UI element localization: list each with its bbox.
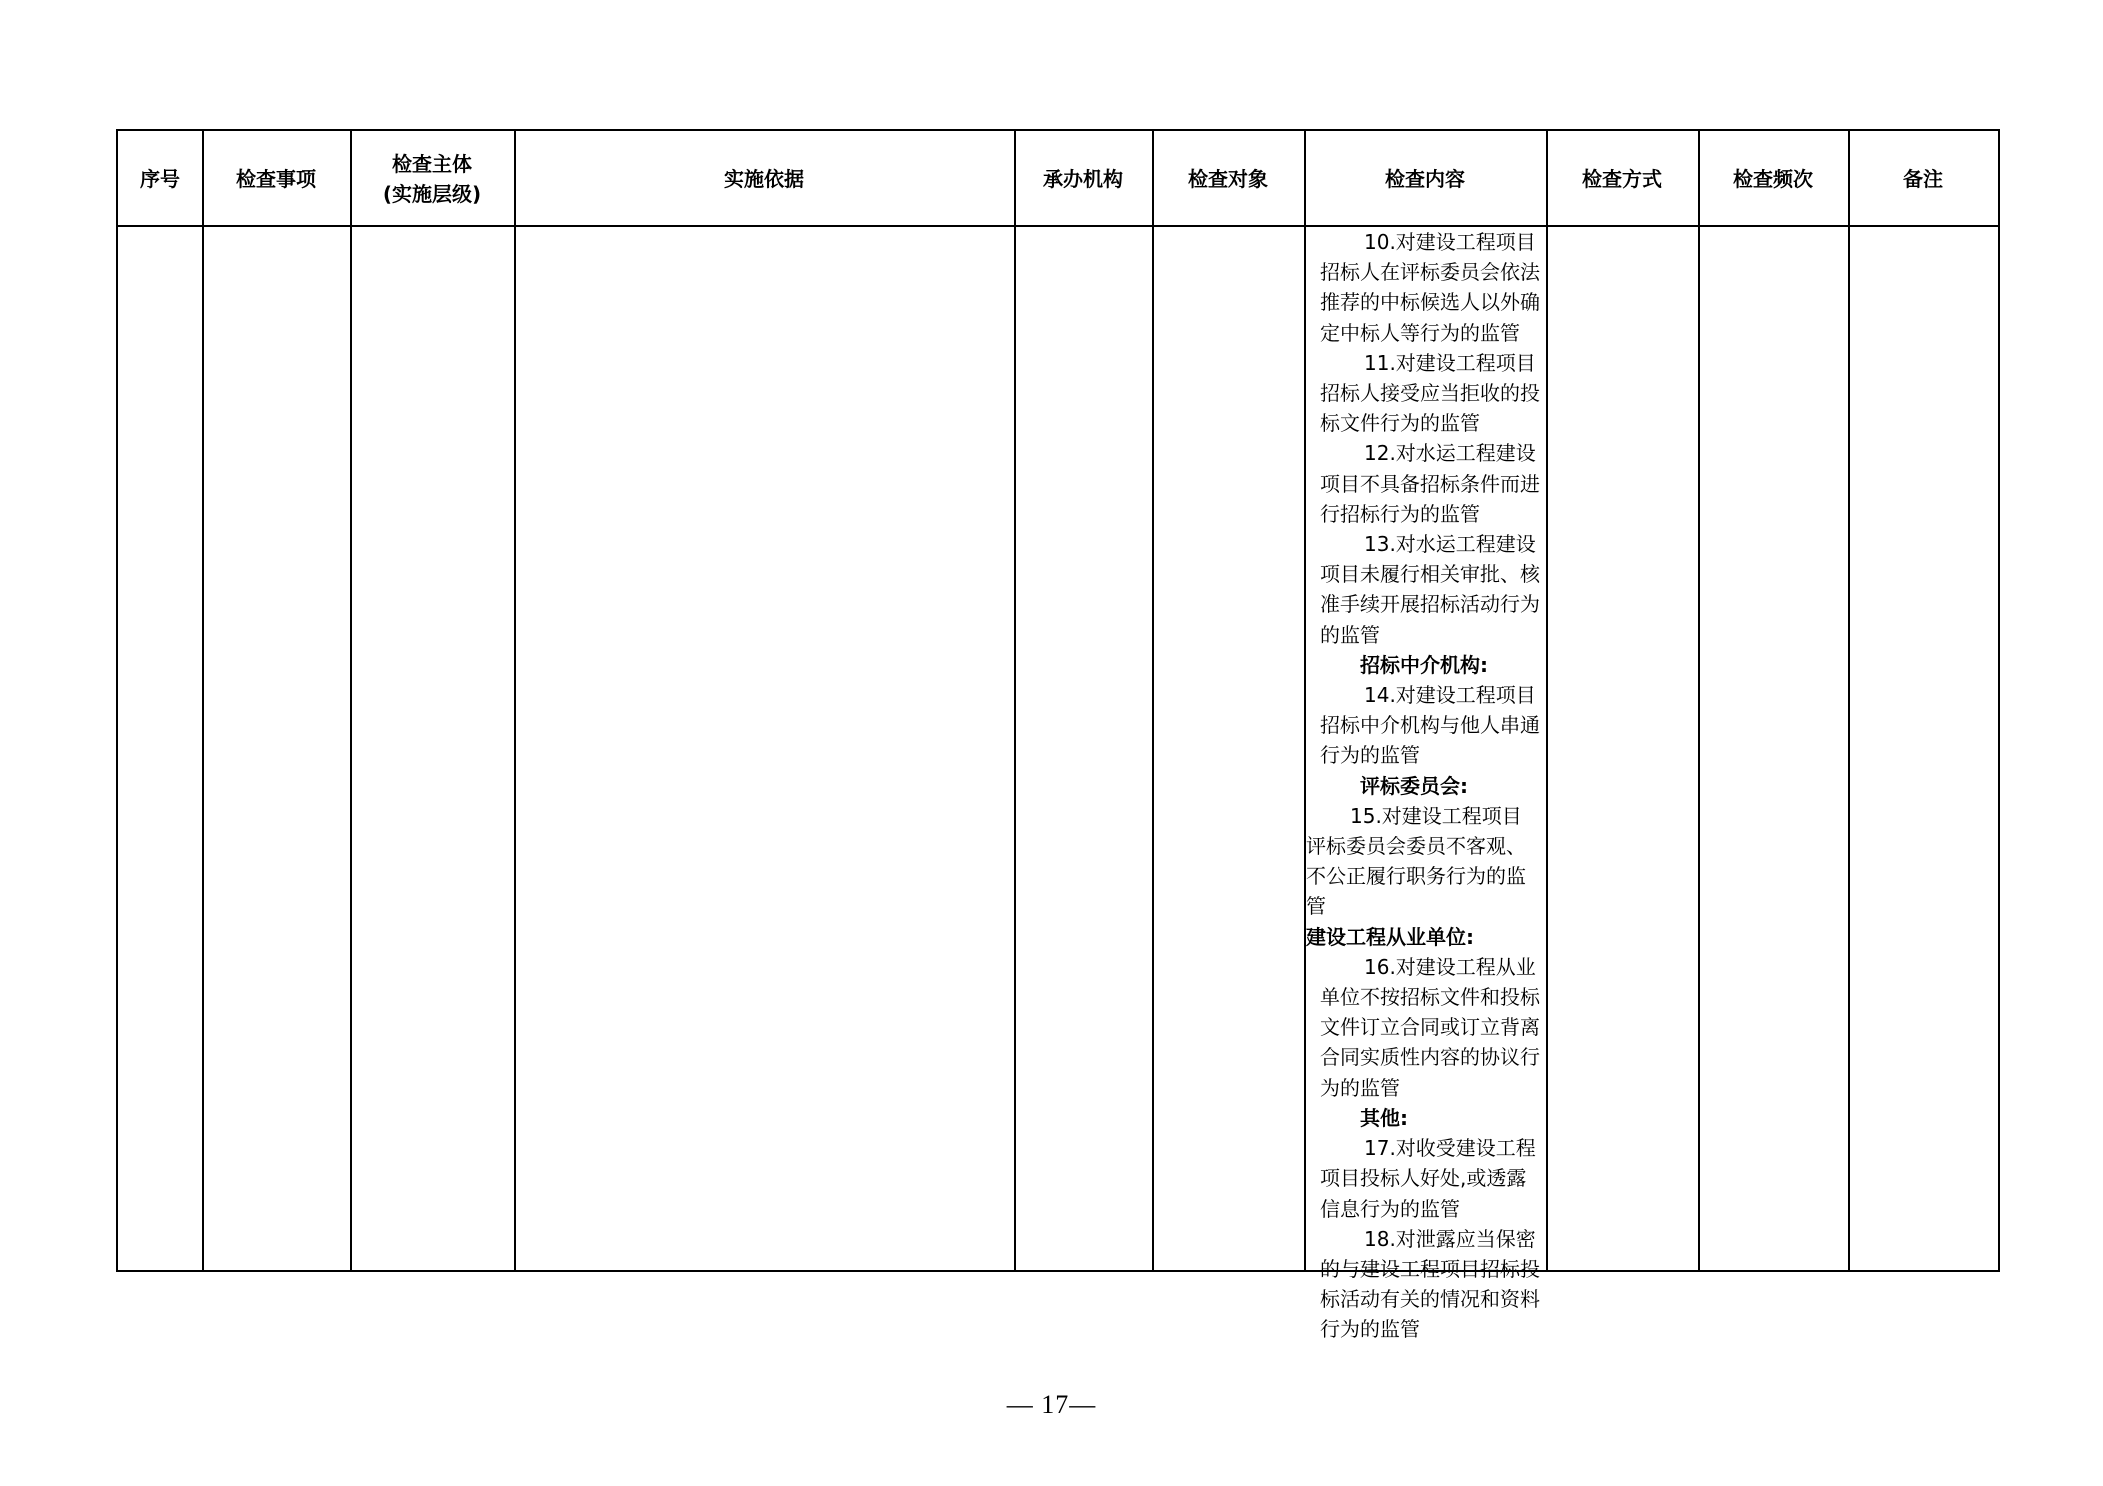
page-number: — 17—	[1006, 1390, 1097, 1419]
column-divider	[1304, 131, 1306, 1270]
content-category-heading: 招标中介机构:	[1360, 652, 1488, 677]
content-item: 16.对建设工程从业单位不按招标文件和投标文件订立合同或订立背离合同实质性内容的协议行为的监管	[1320, 954, 1540, 1100]
header-subject	[350, 131, 514, 227]
content-item: 13.对水运工程建设项目未履行相关审批、核准手续开展招标活动行为的监管	[1320, 532, 1540, 647]
shifted-block	[1306, 801, 1546, 952]
column-divider	[514, 131, 516, 1270]
content-item: 11.对建设工程项目招标人接受应当拒收的投标文件行为的监管	[1320, 350, 1540, 436]
table-header-row	[118, 131, 1998, 227]
header-item: 检查事项	[236, 167, 316, 191]
header-frequency: 检查频次	[1733, 167, 1813, 191]
header-agency: 承办机构	[1043, 167, 1123, 191]
content-item: 18.对泄露应当保密的与建设工程项目招标投标活动有关的情况和资料行为的监管	[1320, 1226, 1540, 1342]
content-item: 15.对建设工程项目评标委员会委员不客观、不公正履行职务行为的监管	[1306, 803, 1526, 919]
content-item: 10.对建设工程项目招标人在评标委员会依法推荐的中标候选人以外确定中标人等行为的监管	[1320, 230, 1540, 345]
content-category-heading: 评标委员会:	[1360, 773, 1468, 798]
header-method: 检查方式	[1582, 167, 1662, 191]
content-item: 17.对收受建设工程项目投标人好处,或透露信息行为的监管	[1320, 1136, 1536, 1221]
column-divider	[350, 131, 352, 1270]
column-divider	[1014, 131, 1016, 1270]
column-divider	[1698, 131, 1700, 1270]
header-content: 检查内容	[1385, 167, 1465, 191]
content-category-heading: 其他:	[1360, 1105, 1408, 1130]
inspection-content-cell	[1306, 227, 1556, 1342]
inspection-table	[116, 129, 2000, 1342]
header-seq: 序号	[140, 167, 180, 191]
header-basis: 实施依据	[724, 167, 804, 191]
content-item: 12.对水运工程建设项目不具备招标条件而进行招标行为的监管	[1320, 441, 1540, 526]
content-category-heading: 建设工程从业单位:	[1306, 924, 1474, 949]
column-divider	[1152, 131, 1154, 1270]
header-subject-line2: (实施层级)	[382, 182, 482, 206]
header-subject-line1: 检查主体	[392, 152, 472, 176]
column-divider	[202, 131, 204, 1270]
column-divider	[1848, 131, 1850, 1270]
header-remark: 备注	[1903, 167, 1943, 191]
header-object: 检查对象	[1188, 167, 1268, 191]
content-item: 14.对建设工程项目招标中介机构与他人串通行为的监管	[1320, 683, 1540, 768]
